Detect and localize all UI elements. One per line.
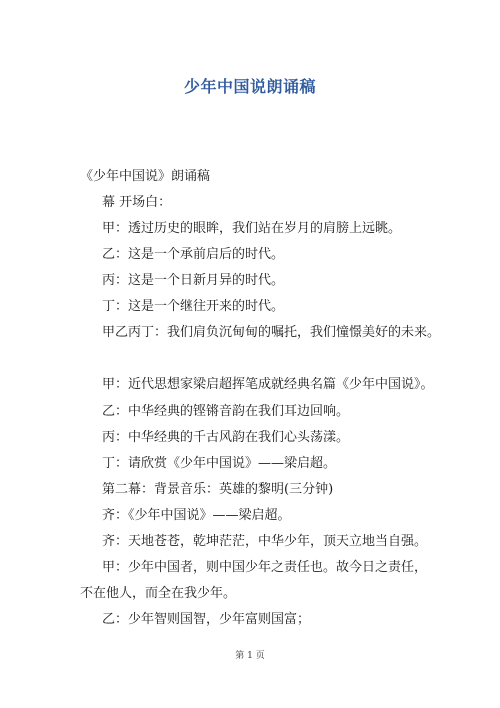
text-line: 丁：请欣赏《少年中国说》——梁启超。 — [102, 456, 337, 471]
text-line: 《少年中国说》朗诵稿 — [80, 169, 211, 184]
text-line: 甲乙丙丁：我们肩负沉甸甸的嘱托，我们憧憬美好的未来。 — [102, 325, 441, 340]
text-line: 丙：中华经典的千古风韵在我们心头荡漾。 — [102, 430, 350, 445]
text-line: 丙：这是一个日新月异的时代。 — [102, 273, 285, 288]
text-line: 齐：《少年中国说》——梁启超。 — [102, 508, 291, 523]
text-line: 齐：天地苍苍，乾坤茫茫，中华少年，顶天立地当自强。 — [102, 534, 428, 549]
text-line: 乙：少年智则国智，少年富则国富； — [102, 612, 311, 627]
text-line: 乙：这是一个承前启后的时代。 — [102, 247, 285, 262]
text-line: 甲：透过历史的眼眸，我们站在岁月的肩膀上远眺。 — [102, 221, 402, 236]
text-line: 乙：中华经典的铿锵音韵在我们耳边回响。 — [102, 404, 350, 419]
document-title: 少年中国说朗诵稿 — [183, 77, 316, 96]
text-line: 不在他人，而全在我少年。 — [80, 586, 237, 601]
page-number: 第 1 页 — [235, 651, 265, 661]
text-line: 甲：近代思想家梁启超挥笔成就经典名篇《少年中国说》。 — [102, 377, 434, 392]
text-line: 幕 开场白： — [102, 195, 172, 210]
text-line: 甲：少年中国者，则中国少年之责任也。故今日之责任， — [102, 560, 428, 575]
text-line: 丁：这是一个继往开来的时代。 — [102, 299, 285, 314]
text-line: 第二幕：背景音乐：英雄的黎明(三分钟) — [102, 482, 334, 497]
